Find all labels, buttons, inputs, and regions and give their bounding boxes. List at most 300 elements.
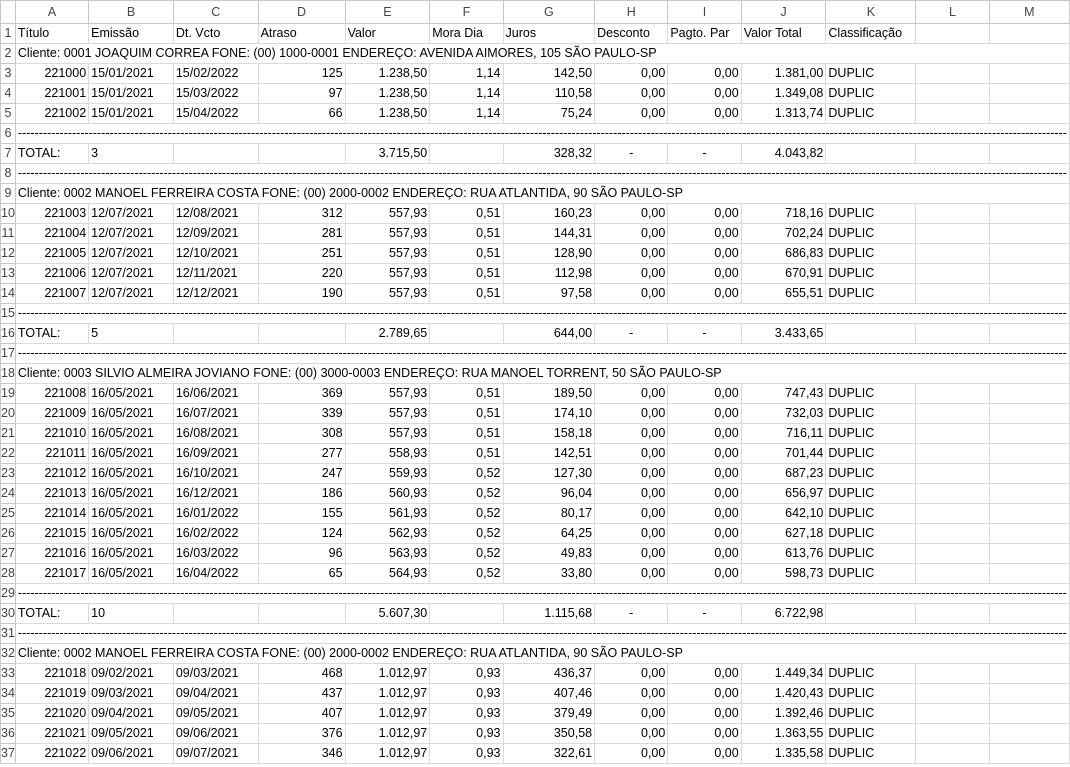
data-cell[interactable]: 16/05/2021 [89,484,174,504]
data-cell[interactable]: 687,23 [741,464,826,484]
data-cell[interactable]: 0,00 [595,264,668,284]
data-cell[interactable]: 0,00 [595,564,668,584]
data-cell[interactable]: 221015 [15,524,88,544]
row-header[interactable]: 12 [1,244,16,264]
data-cell[interactable]: 0,00 [668,524,741,544]
row-header[interactable]: 22 [1,444,16,464]
data-cell[interactable]: 12/07/2021 [89,244,174,264]
column-header-f[interactable]: F [430,1,503,24]
data-cell[interactable]: DUPLIC [826,384,916,404]
row-header[interactable]: 26 [1,524,16,544]
data-cell[interactable]: 1,14 [430,64,503,84]
data-cell[interactable]: 407 [258,704,345,724]
total-cell[interactable]: - [668,604,741,624]
data-cell[interactable]: 277 [258,444,345,464]
total-cell[interactable] [989,324,1069,344]
data-cell[interactable] [916,224,989,244]
data-cell[interactable]: DUPLIC [826,724,916,744]
data-cell[interactable]: 613,76 [741,544,826,564]
data-cell[interactable] [916,444,989,464]
data-cell[interactable]: 0,93 [430,724,503,744]
data-cell[interactable]: 1.012,97 [345,704,430,724]
total-cell[interactable]: 5 [89,324,174,344]
total-cell[interactable]: TOTAL: [15,324,88,344]
data-cell[interactable]: 655,51 [741,284,826,304]
data-cell[interactable]: 110,58 [503,84,595,104]
data-cell[interactable]: 322,61 [503,744,595,764]
separator-line-cell[interactable] [15,584,1069,604]
data-cell[interactable]: 221003 [15,204,88,224]
data-cell[interactable]: 0,52 [430,524,503,544]
data-cell[interactable]: 96 [258,544,345,564]
data-cell[interactable]: 221019 [15,684,88,704]
data-cell[interactable]: DUPLIC [826,504,916,524]
data-cell[interactable]: 16/10/2021 [173,464,258,484]
row-header[interactable]: 19 [1,384,16,404]
data-cell[interactable]: 0,00 [668,704,741,724]
data-cell[interactable]: 718,16 [741,204,826,224]
data-cell[interactable]: 0,00 [668,544,741,564]
data-cell[interactable]: 557,93 [345,264,430,284]
data-cell[interactable]: 12/07/2021 [89,224,174,244]
row-header[interactable]: 8 [1,164,16,184]
row-header[interactable]: 23 [1,464,16,484]
data-cell[interactable]: 0,00 [668,444,741,464]
data-cell[interactable] [916,544,989,564]
column-header-b[interactable]: B [89,1,174,24]
data-cell[interactable]: 0,00 [668,244,741,264]
data-cell[interactable]: 0,00 [595,704,668,724]
data-cell[interactable]: 15/02/2022 [173,64,258,84]
data-cell[interactable]: 564,93 [345,564,430,584]
data-cell[interactable]: 0,51 [430,404,503,424]
data-cell[interactable]: 09/04/2021 [89,704,174,724]
separator-line-cell[interactable] [15,624,1069,644]
data-cell[interactable]: 656,97 [741,484,826,504]
data-cell[interactable] [916,424,989,444]
data-cell[interactable]: 75,24 [503,104,595,124]
total-cell[interactable] [430,324,503,344]
data-cell[interactable]: 09/03/2021 [173,664,258,684]
data-cell[interactable]: 0,00 [668,724,741,744]
data-cell[interactable]: 670,91 [741,264,826,284]
data-cell[interactable]: 0,00 [595,84,668,104]
total-cell[interactable]: TOTAL: [15,604,88,624]
data-cell[interactable]: 221006 [15,264,88,284]
row-header[interactable]: 14 [1,284,16,304]
total-cell[interactable] [173,144,258,164]
data-cell[interactable]: 312 [258,204,345,224]
data-cell[interactable]: 0,00 [595,204,668,224]
data-cell[interactable]: 221022 [15,744,88,764]
row-header[interactable]: 2 [1,44,16,64]
data-cell[interactable]: 0,52 [430,504,503,524]
data-cell[interactable]: 66 [258,104,345,124]
select-all-corner[interactable] [1,1,16,24]
data-cell[interactable]: 49,83 [503,544,595,564]
data-cell[interactable]: 221000 [15,64,88,84]
data-cell[interactable]: 0,00 [595,664,668,684]
data-cell[interactable] [916,264,989,284]
row-header[interactable]: 17 [1,344,16,364]
data-cell[interactable]: 732,03 [741,404,826,424]
total-cell[interactable]: 2.789,65 [345,324,430,344]
data-cell[interactable] [916,564,989,584]
data-cell[interactable] [916,64,989,84]
data-cell[interactable]: DUPLIC [826,84,916,104]
row-header[interactable]: 30 [1,604,16,624]
data-cell[interactable]: 80,17 [503,504,595,524]
data-cell[interactable]: 0,00 [668,284,741,304]
data-cell[interactable]: 1.238,50 [345,104,430,124]
data-cell[interactable] [916,84,989,104]
row-header[interactable]: 31 [1,624,16,644]
total-cell[interactable] [916,144,989,164]
data-cell[interactable]: 221009 [15,404,88,424]
data-cell[interactable]: 220 [258,264,345,284]
data-cell[interactable]: 0,52 [430,484,503,504]
header-cell[interactable]: Juros [503,24,595,44]
data-cell[interactable]: 557,93 [345,424,430,444]
header-cell[interactable] [916,24,989,44]
data-cell[interactable]: 127,30 [503,464,595,484]
row-header[interactable]: 36 [1,724,16,744]
data-cell[interactable]: 0,93 [430,704,503,724]
data-cell[interactable]: 15/01/2021 [89,64,174,84]
separator-line-cell[interactable] [15,164,1069,184]
total-cell[interactable] [826,324,916,344]
header-cell[interactable]: Atraso [258,24,345,44]
data-cell[interactable]: 0,00 [595,504,668,524]
row-header[interactable]: 27 [1,544,16,564]
data-cell[interactable]: 15/03/2022 [173,84,258,104]
data-cell[interactable]: 0,51 [430,384,503,404]
data-cell[interactable]: 437 [258,684,345,704]
data-cell[interactable]: DUPLIC [826,244,916,264]
data-cell[interactable] [916,524,989,544]
total-cell[interactable] [258,144,345,164]
data-cell[interactable]: 97 [258,84,345,104]
row-header[interactable]: 20 [1,404,16,424]
data-cell[interactable]: 701,44 [741,444,826,464]
data-cell[interactable]: 09/03/2021 [89,684,174,704]
data-cell[interactable]: 1.313,74 [741,104,826,124]
data-cell[interactable]: 16/04/2022 [173,564,258,584]
data-cell[interactable] [916,704,989,724]
data-cell[interactable]: 0,93 [430,664,503,684]
row-header[interactable]: 6 [1,124,16,144]
data-cell[interactable] [916,484,989,504]
data-cell[interactable] [989,524,1069,544]
total-cell[interactable] [258,604,345,624]
data-cell[interactable]: 174,10 [503,404,595,424]
data-cell[interactable] [989,544,1069,564]
row-header[interactable]: 35 [1,704,16,724]
data-cell[interactable] [916,404,989,424]
column-header-d[interactable]: D [258,1,345,24]
row-header[interactable]: 25 [1,504,16,524]
data-cell[interactable]: 16/06/2021 [173,384,258,404]
separator-line-cell[interactable] [15,304,1069,324]
data-cell[interactable]: 563,93 [345,544,430,564]
data-cell[interactable]: 16/05/2021 [89,504,174,524]
data-cell[interactable]: 221014 [15,504,88,524]
data-cell[interactable]: 221008 [15,384,88,404]
data-cell[interactable]: 0,52 [430,564,503,584]
data-cell[interactable]: 189,50 [503,384,595,404]
data-cell[interactable] [989,284,1069,304]
data-cell[interactable]: DUPLIC [826,544,916,564]
data-cell[interactable]: 160,23 [503,204,595,224]
data-cell[interactable]: 350,58 [503,724,595,744]
data-cell[interactable]: 686,83 [741,244,826,264]
data-cell[interactable]: DUPLIC [826,564,916,584]
data-cell[interactable]: 16/05/2021 [89,444,174,464]
data-cell[interactable]: 16/02/2022 [173,524,258,544]
data-cell[interactable]: 221018 [15,664,88,684]
data-cell[interactable]: 128,90 [503,244,595,264]
data-cell[interactable]: 0,00 [668,404,741,424]
data-cell[interactable]: DUPLIC [826,204,916,224]
total-cell[interactable]: - [595,604,668,624]
data-cell[interactable]: 09/04/2021 [173,684,258,704]
data-cell[interactable]: 221002 [15,104,88,124]
data-cell[interactable]: 0,51 [430,424,503,444]
data-cell[interactable]: 221016 [15,544,88,564]
data-cell[interactable] [916,204,989,224]
total-cell[interactable] [173,324,258,344]
data-cell[interactable]: DUPLIC [826,464,916,484]
column-header-c[interactable]: C [173,1,258,24]
data-cell[interactable]: 16/12/2021 [173,484,258,504]
data-cell[interactable]: 308 [258,424,345,444]
data-cell[interactable]: 221020 [15,704,88,724]
data-cell[interactable] [916,244,989,264]
data-cell[interactable]: 627,18 [741,524,826,544]
total-cell[interactable] [826,144,916,164]
data-cell[interactable]: 0,00 [595,244,668,264]
data-cell[interactable] [916,284,989,304]
data-cell[interactable]: 1.012,97 [345,684,430,704]
data-cell[interactable]: 0,51 [430,224,503,244]
data-cell[interactable]: 125 [258,64,345,84]
total-cell[interactable]: 328,32 [503,144,595,164]
data-cell[interactable]: DUPLIC [826,404,916,424]
row-header[interactable]: 33 [1,664,16,684]
data-cell[interactable]: 1.392,46 [741,704,826,724]
data-cell[interactable]: 561,93 [345,504,430,524]
data-cell[interactable]: 0,00 [595,484,668,504]
data-cell[interactable]: 0,51 [430,284,503,304]
row-header[interactable]: 1 [1,24,16,44]
header-cell[interactable]: Título [15,24,88,44]
separator-line-cell[interactable] [15,344,1069,364]
data-cell[interactable]: 0,52 [430,464,503,484]
client-info-cell[interactable]: Cliente: 0002 MANOEL FERREIRA COSTA FONE: (00) 2000-0002 ENDEREÇO: RUA ATLANTIDA, 90 SÃO PAULO-SP [15,184,1069,204]
row-header[interactable]: 29 [1,584,16,604]
row-header[interactable]: 16 [1,324,16,344]
data-cell[interactable]: 12/11/2021 [173,264,258,284]
total-cell[interactable]: 4.043,82 [741,144,826,164]
client-info-cell[interactable]: Cliente: 0003 SILVIO ALMEIRA JOVIANO FONE: (00) 3000-0003 ENDEREÇO: RUA MANOEL TORRENT, 50 SÃO PAULO-SP [15,364,1069,384]
data-cell[interactable]: 0,00 [668,684,741,704]
data-cell[interactable]: 1.335,58 [741,744,826,764]
data-cell[interactable]: 642,10 [741,504,826,524]
data-cell[interactable]: 16/05/2021 [89,424,174,444]
data-cell[interactable]: 144,31 [503,224,595,244]
data-cell[interactable]: 559,93 [345,464,430,484]
header-cell[interactable]: Valor Total [741,24,826,44]
data-cell[interactable]: DUPLIC [826,444,916,464]
data-cell[interactable]: 64,25 [503,524,595,544]
data-cell[interactable]: 16/09/2021 [173,444,258,464]
data-cell[interactable]: 221017 [15,564,88,584]
data-cell[interactable]: 12/07/2021 [89,204,174,224]
data-cell[interactable]: DUPLIC [826,664,916,684]
data-cell[interactable]: 16/08/2021 [173,424,258,444]
data-cell[interactable] [916,684,989,704]
data-cell[interactable]: DUPLIC [826,224,916,244]
data-cell[interactable] [989,244,1069,264]
data-cell[interactable]: 16/01/2022 [173,504,258,524]
data-cell[interactable] [989,424,1069,444]
client-info-cell[interactable]: Cliente: 0001 JOAQUIM CORREA FONE: (00) 1000-0001 ENDEREÇO: AVENIDA AIMORES, 105 SÃO PAULO-SP [15,44,1069,64]
data-cell[interactable]: 557,93 [345,284,430,304]
data-cell[interactable]: 346 [258,744,345,764]
data-cell[interactable]: 12/07/2021 [89,284,174,304]
column-header-e[interactable]: E [345,1,430,24]
column-header-a[interactable]: A [15,1,88,24]
total-cell[interactable]: 6.722,98 [741,604,826,624]
data-cell[interactable]: DUPLIC [826,104,916,124]
data-cell[interactable] [916,744,989,764]
data-cell[interactable]: 0,00 [595,524,668,544]
data-cell[interactable]: 562,93 [345,524,430,544]
data-cell[interactable]: 251 [258,244,345,264]
data-cell[interactable]: DUPLIC [826,424,916,444]
data-cell[interactable]: 557,93 [345,224,430,244]
data-cell[interactable]: 436,37 [503,664,595,684]
data-cell[interactable]: 0,00 [668,84,741,104]
data-cell[interactable]: DUPLIC [826,704,916,724]
data-cell[interactable]: 1.238,50 [345,84,430,104]
data-cell[interactable]: 1.012,97 [345,664,430,684]
data-cell[interactable]: 0,00 [595,424,668,444]
data-cell[interactable]: 747,43 [741,384,826,404]
data-cell[interactable]: 16/05/2021 [89,544,174,564]
data-cell[interactable]: 221001 [15,84,88,104]
data-cell[interactable]: 16/07/2021 [173,404,258,424]
data-cell[interactable] [989,224,1069,244]
data-cell[interactable] [989,264,1069,284]
data-cell[interactable]: 221010 [15,424,88,444]
data-cell[interactable]: 190 [258,284,345,304]
header-cell[interactable] [989,24,1069,44]
data-cell[interactable]: DUPLIC [826,264,916,284]
data-cell[interactable] [989,744,1069,764]
row-header[interactable]: 11 [1,224,16,244]
data-cell[interactable]: 339 [258,404,345,424]
data-cell[interactable] [989,104,1069,124]
data-cell[interactable] [989,464,1069,484]
total-cell[interactable] [258,324,345,344]
data-cell[interactable]: 369 [258,384,345,404]
total-cell[interactable]: 10 [89,604,174,624]
data-cell[interactable]: 12/12/2021 [173,284,258,304]
data-cell[interactable]: 0,00 [668,384,741,404]
row-header[interactable]: 15 [1,304,16,324]
data-cell[interactable]: 97,58 [503,284,595,304]
data-cell[interactable]: 221005 [15,244,88,264]
data-cell[interactable]: 0,00 [668,664,741,684]
data-cell[interactable]: 0,00 [668,744,741,764]
data-cell[interactable]: 142,50 [503,64,595,84]
data-cell[interactable]: 16/05/2021 [89,524,174,544]
data-cell[interactable]: 0,00 [595,384,668,404]
data-cell[interactable] [916,104,989,124]
row-header[interactable]: 7 [1,144,16,164]
data-cell[interactable]: 0,00 [668,424,741,444]
total-cell[interactable]: 5.607,30 [345,604,430,624]
data-cell[interactable]: 0,00 [595,684,668,704]
data-cell[interactable]: 0,93 [430,684,503,704]
header-cell[interactable]: Pagto. Par [668,24,741,44]
data-cell[interactable]: DUPLIC [826,284,916,304]
data-cell[interactable]: 221007 [15,284,88,304]
data-cell[interactable]: 0,00 [595,544,668,564]
row-header[interactable]: 21 [1,424,16,444]
data-cell[interactable]: 0,52 [430,544,503,564]
data-cell[interactable]: 407,46 [503,684,595,704]
data-cell[interactable]: 221004 [15,224,88,244]
data-cell[interactable]: 12/09/2021 [173,224,258,244]
data-cell[interactable]: 0,93 [430,744,503,764]
row-header[interactable]: 24 [1,484,16,504]
data-cell[interactable]: DUPLIC [826,64,916,84]
row-header[interactable]: 13 [1,264,16,284]
total-cell[interactable]: 1.115,68 [503,604,595,624]
data-cell[interactable] [989,444,1069,464]
data-cell[interactable]: DUPLIC [826,684,916,704]
data-cell[interactable] [989,84,1069,104]
data-cell[interactable] [989,64,1069,84]
total-cell[interactable] [430,144,503,164]
data-cell[interactable]: 702,24 [741,224,826,244]
data-cell[interactable]: 558,93 [345,444,430,464]
header-cell[interactable]: Valor [345,24,430,44]
data-cell[interactable]: 0,00 [668,564,741,584]
data-cell[interactable]: 142,51 [503,444,595,464]
data-cell[interactable]: 1.012,97 [345,724,430,744]
data-cell[interactable]: DUPLIC [826,744,916,764]
total-cell[interactable]: - [668,324,741,344]
header-cell[interactable]: Classificação [826,24,916,44]
data-cell[interactable] [989,204,1069,224]
data-cell[interactable]: 09/06/2021 [173,724,258,744]
total-cell[interactable]: 644,00 [503,324,595,344]
data-cell[interactable]: 0,00 [668,504,741,524]
data-cell[interactable]: 0,00 [668,64,741,84]
data-cell[interactable]: 186 [258,484,345,504]
data-cell[interactable]: 376 [258,724,345,744]
data-cell[interactable]: 557,93 [345,404,430,424]
data-cell[interactable] [989,724,1069,744]
row-header[interactable]: 37 [1,744,16,764]
data-cell[interactable]: 0,00 [595,404,668,424]
total-cell[interactable]: TOTAL: [15,144,88,164]
data-cell[interactable]: 247 [258,464,345,484]
column-header-k[interactable]: K [826,1,916,24]
